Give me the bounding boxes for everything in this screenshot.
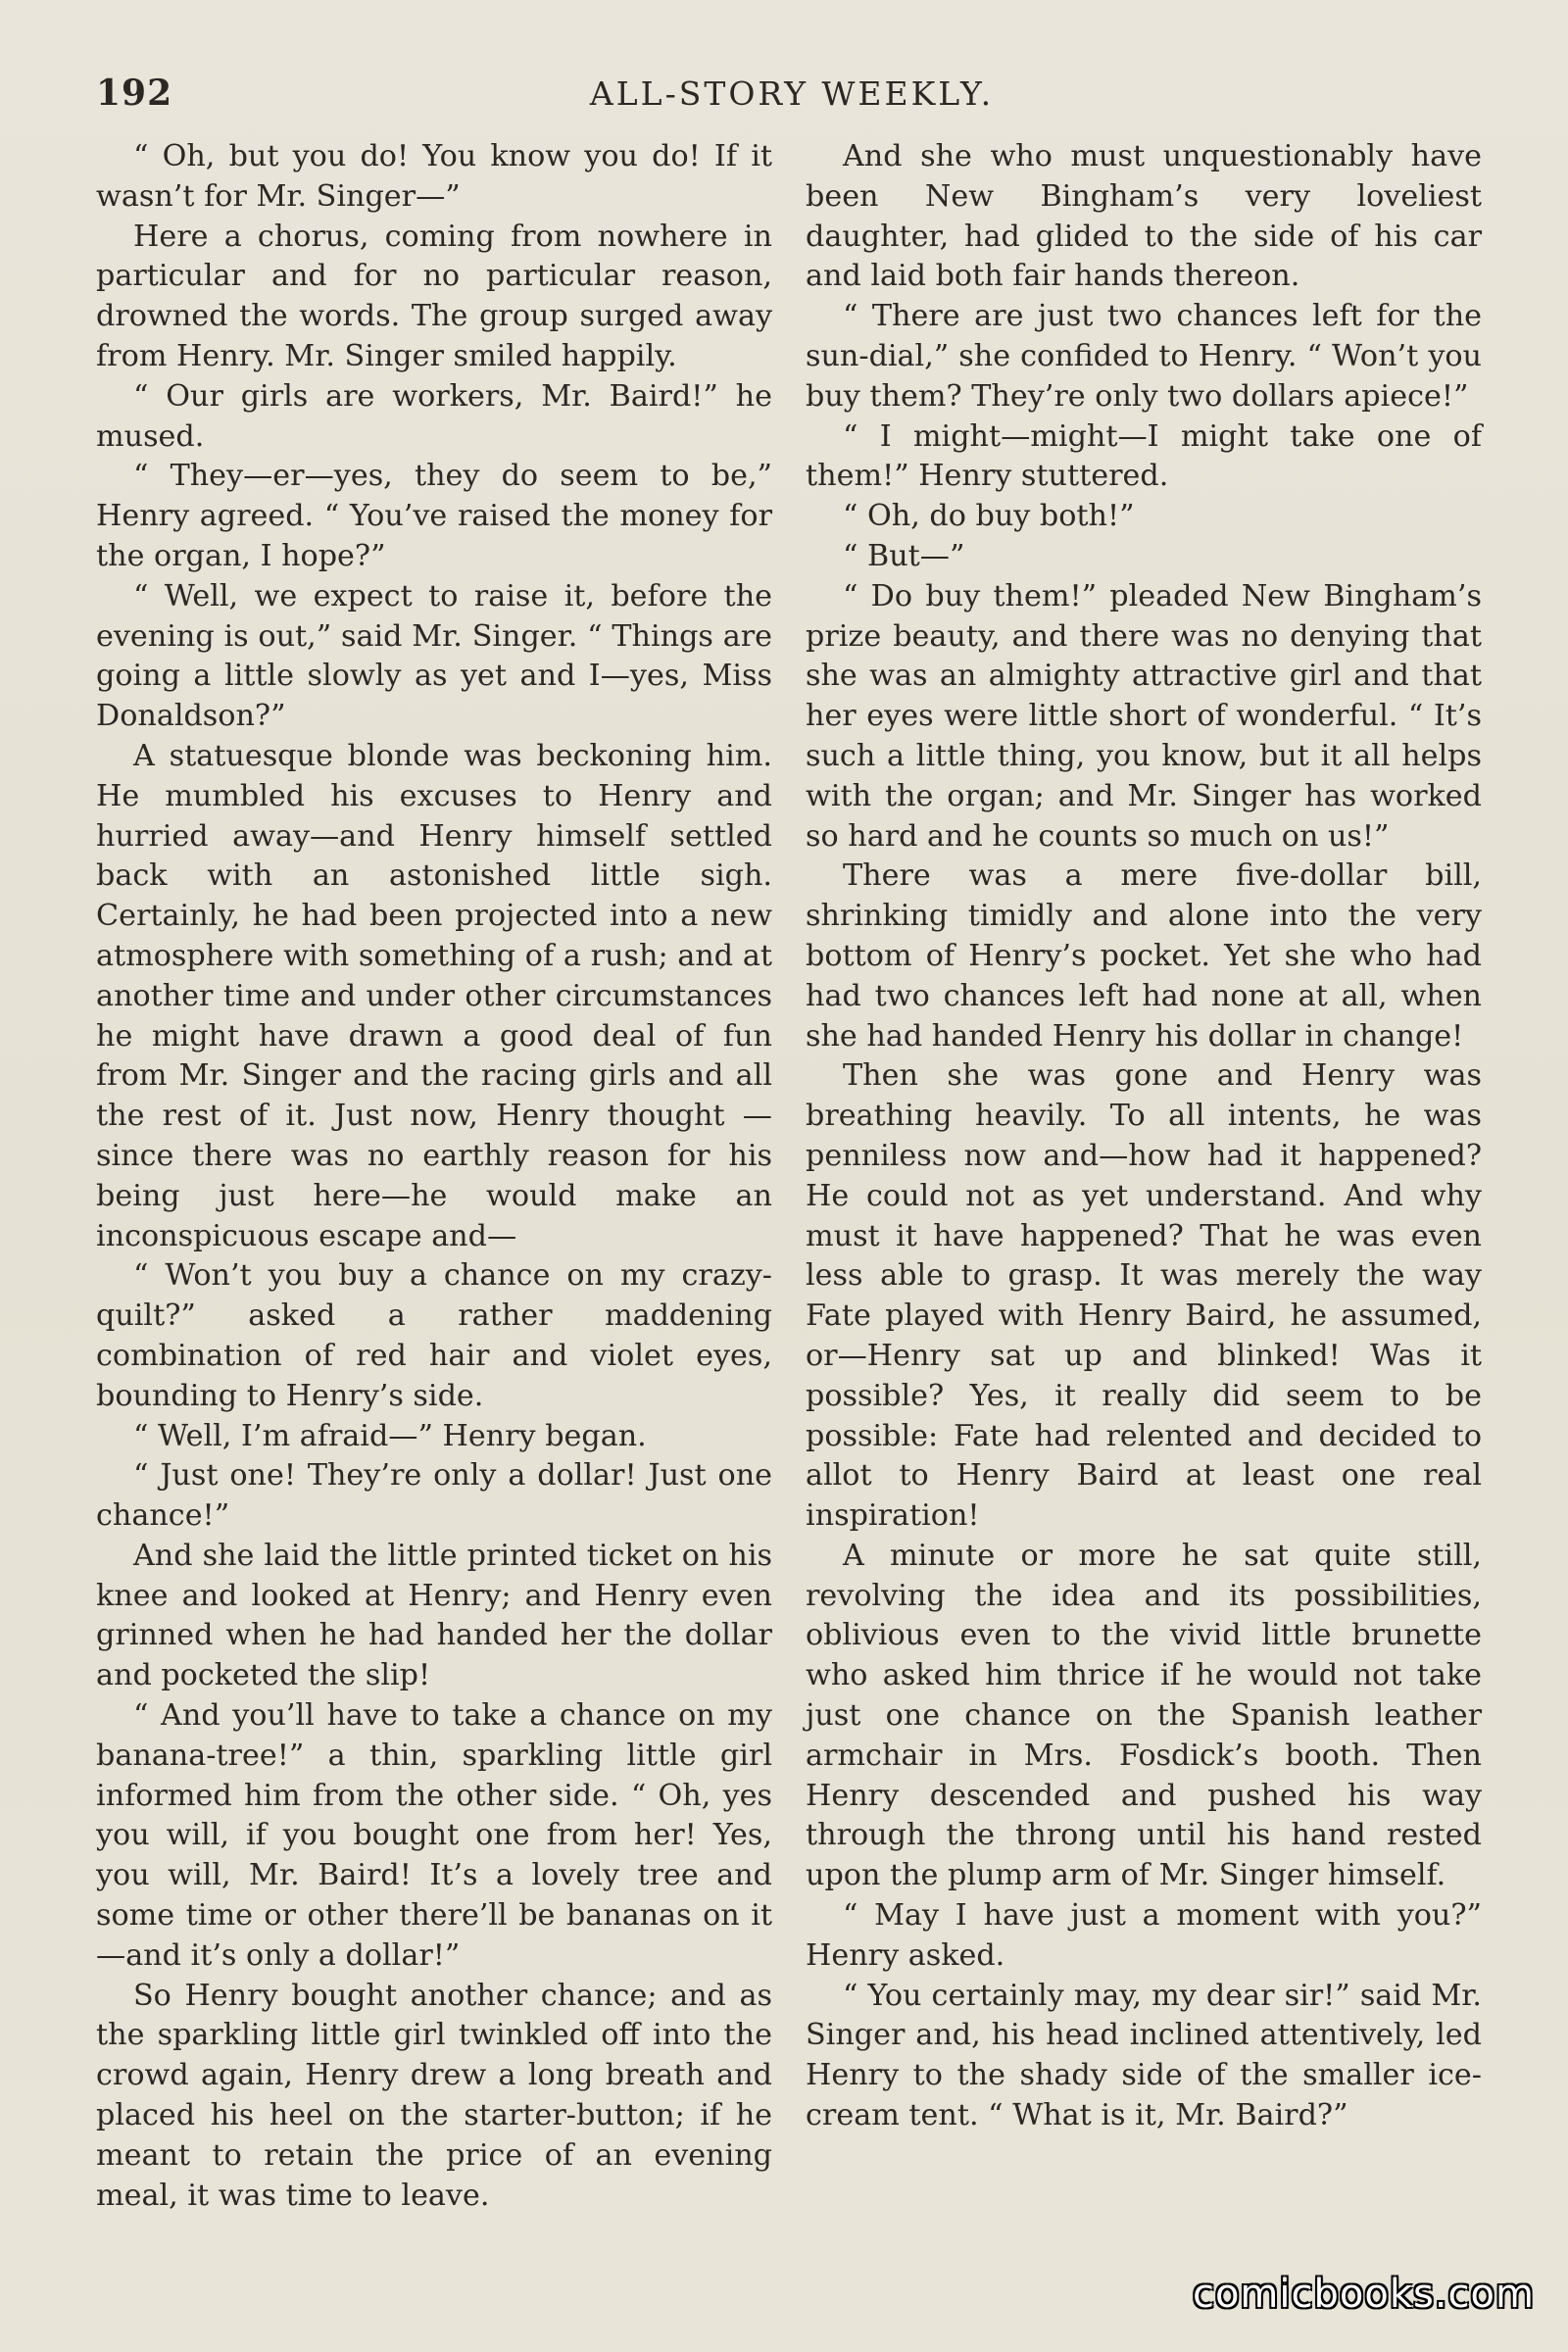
paragraph: “ I might—might—I might take one of them!” Henry stuttered. bbox=[806, 418, 1482, 494]
paragraph: “ Our girls are workers, Mr. Baird!” he mused. bbox=[96, 378, 772, 454]
paragraph: So Henry bought another chance; and as the sparkling little girl twinkled off into the crowd again, Henry drew a long breath and placed his heel on the starter-button; if he meant to retain the price of an evening meal, it was time to leave. bbox=[96, 1978, 772, 2213]
running-title: ALL-STORY WEEKLY. bbox=[589, 74, 995, 113]
paragraph: “ Well, we expect to raise it, before the evening is out,” said Mr. Singer. “ Things are going a little slowly as yet and I—yes, Miss Donaldson?” bbox=[96, 578, 772, 734]
paragraph: There was a mere five-dollar bill, shrinking timidly and alone into the very bottom of Henry’s pocket. Yet she who had had two chances left had none at all, when she had handed Henry his dollar in change! bbox=[806, 858, 1482, 1054]
page-header bbox=[96, 73, 1488, 131]
paragraph: “ Won’t you buy a chance on my crazy-quilt?” asked a rather maddening combination of red hair and violet eyes, bounding to Henry’s side. bbox=[96, 1258, 772, 1413]
page-number: 192 bbox=[96, 73, 173, 114]
paragraph: “ May I have just a moment with you?” Henry asked. bbox=[806, 1898, 1482, 1973]
paragraph: “ And you’ll have to take a chance on my banana-tree!” a thin, sparkling little girl informed him from the other side. “ Oh, yes you will, if you bought one from her! Yes, you will, Mr. Baird! It’s a lovely tree and some time or other there’ll be bananas on it—and it’s only a dollar!” bbox=[96, 1698, 772, 1973]
paragraph: “ Oh, but you do! You know you do! If it wasn’t for Mr. Singer—” bbox=[96, 139, 772, 214]
left-column bbox=[96, 137, 772, 2216]
paragraph: “ Oh, do buy both!” bbox=[843, 499, 1135, 534]
right-column bbox=[806, 137, 1482, 2136]
paragraph: “ But—” bbox=[843, 538, 965, 573]
paragraph: Here a chorus, coming from nowhere in particular and for no particular reason, drowned the words. The group surged away from Henry. Mr. Singer smiled happily. bbox=[96, 219, 772, 373]
paragraph: “ Well, I’m afraid—” Henry began. bbox=[133, 1418, 647, 1453]
paragraph: “ There are just two chances left for the sun-dial,” she confided to Henry. “ Won’t you buy them? They’re only two dollars apiece!” bbox=[806, 299, 1482, 414]
paragraph: “ They—er—yes, they do seem to be,” Henry agreed. “ You’ve raised the money for the organ, I hope?” bbox=[96, 459, 772, 573]
paragraph: A minute or more he sat quite still, revolving the idea and its possibilities, oblivious even to the vivid little brunette who asked him thrice if he would not take just one chance on the Spanish leather armchair in Mrs. Fosdick’s booth. Then Henry descended and pushed his way through the throng until his hand rested upon the plump arm of Mr. Singer himself. bbox=[806, 1538, 1482, 1893]
paragraph: And she laid the little printed ticket on his knee and looked at Henry; and Henry even grinned when he had handed her the dollar and pocketed the slip! bbox=[96, 1538, 772, 1693]
paragraph: “ Just one! They’re only a dollar! Just one chance!” bbox=[96, 1458, 772, 1534]
paragraph: A statuesque blonde was beckoning him. He mumbled his excuses to Henry and hurried away—and Henry himself settled back with an astonished little sigh. Certainly, he had been projected into a new atmosphere with something of a rush; and at another time and under other circumstances he might have drawn a good deal of fun from Mr. Singer and the racing girls and all the rest of it. Just now, Henry thought —since there was no earthly reason for his being just here—he would make an inconspicuous escape and— bbox=[96, 738, 772, 1253]
paragraph: And she who must unquestionably have been New Bingham’s very loveliest daughter, had glided to the side of his car and laid both fair hands thereon. bbox=[806, 139, 1482, 294]
paragraph: “ Do buy them!” pleaded New Bingham’s prize beauty, and there was no denying that she was an almighty attractive girl and that her eyes were little short of wonderful. “ It’s such a little thing, you know, but it all helps with the organ; and Mr. Singer has worked so hard and he counts so much on us!” bbox=[806, 578, 1482, 854]
site-watermark: comicbooks.com bbox=[1192, 2272, 1535, 2317]
paragraph: Then she was gone and Henry was breathing heavily. To all intents, he was penniless now and—how had it happened? He could not as yet understand. And why must it have happened? That he was even less able to grasp. It was merely the way Fate played with Henry Baird, he assumed, or—Henry sat up and blinked! Was it possible? Yes, it really did seem to be possible: Fate had relented and decided to allot to Henry Baird at least one real inspiration! bbox=[806, 1058, 1482, 1534]
paragraph: “ You certainly may, my dear sir!” said Mr. Singer and, his head inclined attentively, led Henry to the shady side of the smaller ice-cream tent. “ What is it, Mr. Baird?” bbox=[806, 1978, 1482, 2133]
